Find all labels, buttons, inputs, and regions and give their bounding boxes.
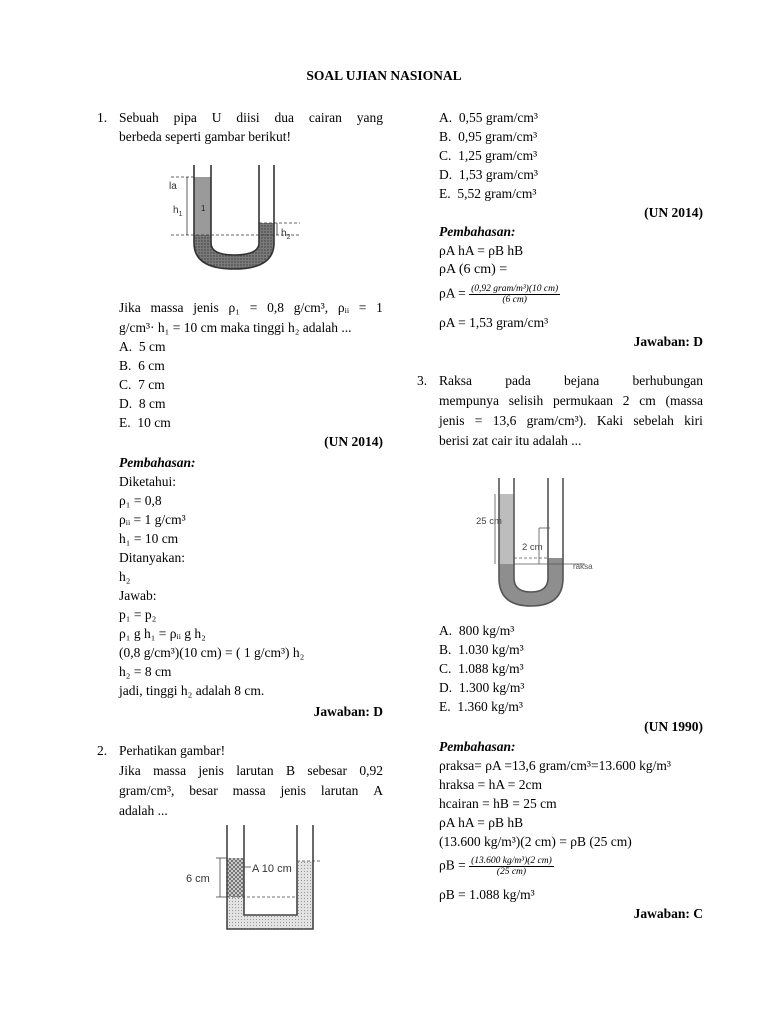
q3-sol-fraction: ρB = $\frac{\text{(13.600 kg/m³)(2 cm)}}{(25 cm)}$	[439, 856, 552, 877]
svg-text:A 10 cm: A 10 cm	[252, 863, 292, 875]
q1-sol-line: Diketahui:	[119, 474, 176, 489]
q1-sol-line: h₁ = 10 cm	[119, 531, 179, 546]
q1-sol-line: h₂	[119, 569, 131, 584]
q3-sol-line: (13.600 kg/m³)(2 cm) = ρB (25 cm)	[439, 834, 632, 849]
q2-number: 2.	[97, 743, 108, 758]
q2-option-a: A. 0,55 gram/cm³	[439, 110, 538, 125]
q1-sol-line: p₁ = p₂	[119, 607, 157, 622]
q1-number: 1.	[97, 110, 108, 125]
q3-option-a: A. 800 kg/m³	[439, 623, 515, 638]
q1-answer: Jawaban: D	[313, 704, 383, 719]
q2-line4: adalah ...	[119, 803, 168, 818]
q3-option-c: C. 1.088 kg/m³	[439, 661, 524, 676]
q3-line4: berisi zat cair itu adalah ...	[439, 433, 582, 448]
q2-u-tube-figure	[180, 825, 330, 935]
q2-option-b: B. 0,95 gram/cm³	[439, 129, 538, 144]
q2-sol-fraction: ρA = $\frac{\text{(0,92 gram/m³)(10 cm)}}{(6 cm)}$	[439, 284, 559, 305]
q2-sol-line: ρA hA = ρB hB	[439, 243, 524, 258]
q3-line2: mempunya selisih permukaan 2 cm (massa	[439, 393, 703, 408]
q3-line1: Raksa pada bejana berhubungan	[439, 373, 703, 388]
q1-option-b: B. 6 cm	[119, 358, 165, 373]
svg-text:1: 1	[201, 204, 206, 213]
q2-source: (UN 2014)	[644, 205, 703, 220]
q1-solution-heading: Pembahasan:	[119, 455, 196, 470]
page-title: SOAL UJIAN NASIONAL	[306, 68, 462, 83]
q1-sol-line: ρᵢᵢ = 1 g/cm³	[119, 512, 186, 527]
q3-line3: jenis = 13,6 gram/cm³). Kaki sebelah kiri	[439, 413, 703, 428]
q1-sol-line: (0,8 g/cm³)(10 cm) = ( 1 g/cm³) h₂	[119, 645, 305, 660]
q3-sol-line: hcairan = hB = 25 cm	[439, 796, 557, 811]
q1-sol-line: Jawab:	[119, 588, 157, 603]
q2-sol-line: ρA = 1,53 gram/cm³	[439, 315, 549, 330]
q2-answer: Jawaban: D	[633, 334, 703, 349]
q1-source: (UN 2014)	[324, 434, 383, 449]
q1-fig-label-la: la	[169, 181, 177, 192]
q1-given-line2: g/cm³· h₁ = 10 cm maka tinggi h₂ adalah ...	[119, 320, 352, 335]
q2-option-d: D. 1,53 gram/cm³	[439, 167, 538, 182]
q1-fig-label-h2: $h_2$	[281, 228, 291, 241]
svg-text:6 cm: 6 cm	[186, 873, 210, 885]
q2-option-c: C. 1,25 gram/cm³	[439, 148, 538, 163]
q2-sol-line: ρA (6 cm) =	[439, 262, 508, 277]
q3-answer: Jawaban: C	[633, 906, 703, 921]
q3-number: 3.	[417, 373, 428, 388]
q1-sol-line: h₂ = 8 cm	[119, 664, 172, 679]
q3-sol-line: hraksa = hA = 2cm	[439, 777, 542, 792]
q3-option-b: B. 1.030 kg/m³	[439, 642, 524, 657]
q1-sol-line: ρ₁ = 0,8	[119, 493, 162, 508]
q2-line2: Jika massa jenis larutan B sebesar 0,92	[119, 763, 383, 778]
q1-option-a: A. 5 cm	[119, 339, 166, 354]
q2-option-e: E. 5,52 gram/cm³	[439, 186, 537, 201]
q3-u-tube-figure	[475, 478, 605, 613]
q3-sol-line: ρraksa= ρA =13,6 gram/cm³=13.600 kg/m³	[439, 758, 671, 773]
q1-sol-line: ρ₁ g h₁ = ρᵢᵢ g h₂	[119, 626, 206, 641]
q2-solution-heading: Pembahasan:	[439, 224, 516, 239]
q1-sol-line: Ditanyakan:	[119, 550, 185, 565]
q3-sol-line: ρA hA = ρB hB	[439, 815, 524, 830]
q1-given-line1: Jika massa jenis ρ₁ = 0,8 g/cm³, ρᵢᵢ = 1	[119, 300, 383, 315]
svg-text:25 cm: 25 cm	[476, 516, 502, 527]
q1-option-c: C. 7 cm	[119, 377, 165, 392]
q2-line3: gram/cm³, besar massa jenis larutan A	[119, 783, 383, 798]
q3-option-e: E. 1.360 kg/m³	[439, 699, 523, 714]
q2-line1: Perhatikan gambar!	[119, 743, 226, 758]
svg-text:2 cm: 2 cm	[522, 542, 543, 553]
svg-text:raksa: raksa	[573, 562, 593, 571]
q3-source: (UN 1990)	[644, 719, 703, 734]
q1-stem-line1: Sebuah pipa U diisi dua cairan yang	[119, 110, 383, 125]
q1-fig-label-h1: $h_1$	[173, 205, 183, 218]
q1-option-d: D. 8 cm	[119, 396, 166, 411]
q1-sol-line: jadi, tinggi h₂ adalah 8 cm.	[119, 683, 265, 698]
q1-option-e: E. 10 cm	[119, 415, 171, 430]
q3-sol-line: ρB = 1.088 kg/m³	[439, 887, 535, 902]
q3-option-d: D. 1.300 kg/m³	[439, 680, 525, 695]
q1-stem-line2: berbeda seperti gambar berikut!	[119, 129, 292, 144]
q3-solution-heading: Pembahasan:	[439, 739, 516, 754]
q1-u-tube-figure	[165, 165, 305, 273]
